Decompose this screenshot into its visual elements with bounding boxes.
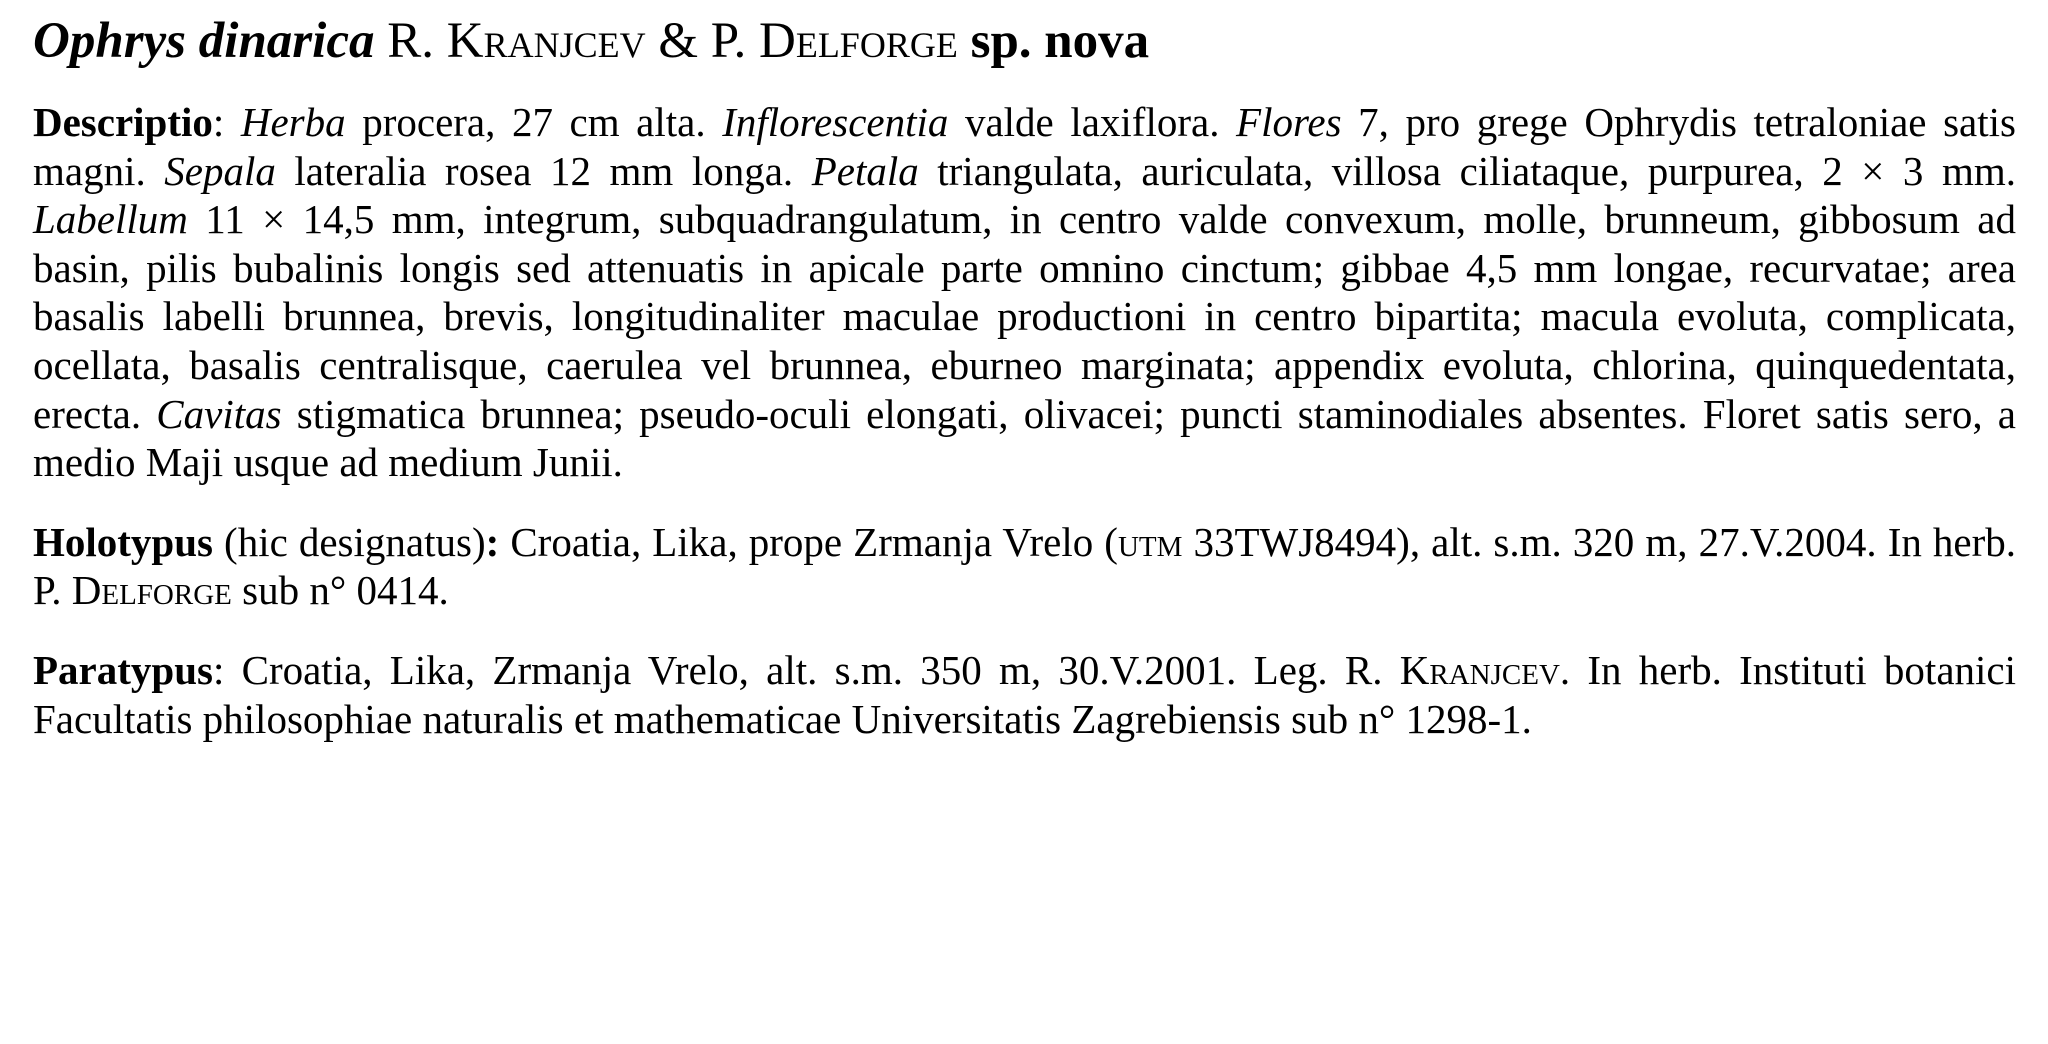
author-ampersand: &	[658, 13, 699, 69]
holotypus-text-3: sub n° 0414.	[231, 567, 449, 614]
paratypus-text-2: . In herb. Instituti botanici Facultatis philosophiae naturalis et mathematicae Universitatis Zagrebiensis sub n° 1298-1.	[33, 646, 2017, 742]
holotypus-text-2: 33TWJ8494), alt. s.m. 320 m, 27.V.2004. In herb. P.	[33, 518, 2017, 614]
term-sepala: Sepala	[164, 147, 276, 194]
utm-label: utm	[1117, 518, 1183, 565]
holotypus-paragraph	[33, 518, 2016, 615]
holotypus-note: (hic designatus)	[213, 518, 486, 565]
paratypus-paragraph	[33, 646, 2016, 743]
nomenclatural-status: sp. nova	[970, 13, 1150, 69]
descriptio-paragraph	[33, 98, 2016, 487]
descriptio-heading: Descriptio	[33, 99, 213, 145]
author1-initial: R.	[387, 13, 434, 69]
paratypus-text-1: : Croatia, Lika, Zrmanja Vrelo, alt. s.m. 350 m, 30.V.2001. Leg. R.	[212, 646, 1400, 693]
term-petala: Petala	[811, 147, 919, 194]
descriptio-text-7: 11 × 14,5 mm, integrum, subquadrangulatum, in centro valde convexum, molle, brunneum, gibbosum ad basin, pilis bubalinis longis sed attenuatis in apicale parte omnino cinctum; gibbae 4,5 mm longae, recurvatae; area basalis labelli brunnea, brevis, longitudinaliter maculae productioni in centro bipartita; macula evoluta, complicata, ocellata, basalis centralisque, caerulea vel brunnea, eburneo marginata; appendix evoluta, chlorina, quinquedentata, erecta.	[33, 196, 2016, 437]
author1-name: Kranjcev	[446, 13, 646, 69]
term-herba: Herba	[240, 99, 346, 145]
author2-initial: P.	[710, 13, 747, 69]
descriptio-text-6: triangulata, auriculata, villosa ciliataque, purpurea, 2 × 3 mm.	[918, 147, 2017, 194]
term-labellum: Labellum	[33, 196, 188, 243]
taxon-name: Ophrys dinarica	[33, 13, 375, 69]
descriptio-text-8: stigmatica brunnea; pseudo-oculi elongati, olivacei; puncti staminodiales absentes. Floret satis sero, a medio Maji usque ad medium Junii.	[33, 390, 2016, 486]
descriptio-text-4: 7, pro grege Ophrydis tetraloniae satis magni.	[33, 99, 2016, 194]
term-cavitas: Cavitas	[156, 390, 282, 437]
species-description-page	[33, 10, 2016, 774]
holotypus-heading: Holotypus	[33, 518, 213, 565]
holotypus-text-1: Croatia, Lika, prope Zrmanja Vrelo (	[499, 518, 1118, 565]
author2-name: Delforge	[759, 13, 958, 69]
term-inflorescentia: Inflorescentia	[722, 99, 949, 145]
species-title	[33, 10, 2016, 72]
holotypus-collector: Delforge	[71, 567, 232, 614]
paratypus-heading: Paratypus	[33, 646, 213, 693]
descriptio-text-3: valde laxiflora.	[948, 99, 1237, 145]
descriptio-text-2: procera, 27 cm alta.	[345, 99, 723, 145]
descriptio-text-5: lateralia rosea 12 mm longa.	[275, 147, 812, 194]
descriptio-text-1: :	[212, 99, 241, 145]
paratypus-collector: Kranjcev	[1399, 646, 1560, 693]
holotypus-colon: :	[485, 518, 500, 565]
term-flores: Flores	[1236, 99, 1342, 145]
